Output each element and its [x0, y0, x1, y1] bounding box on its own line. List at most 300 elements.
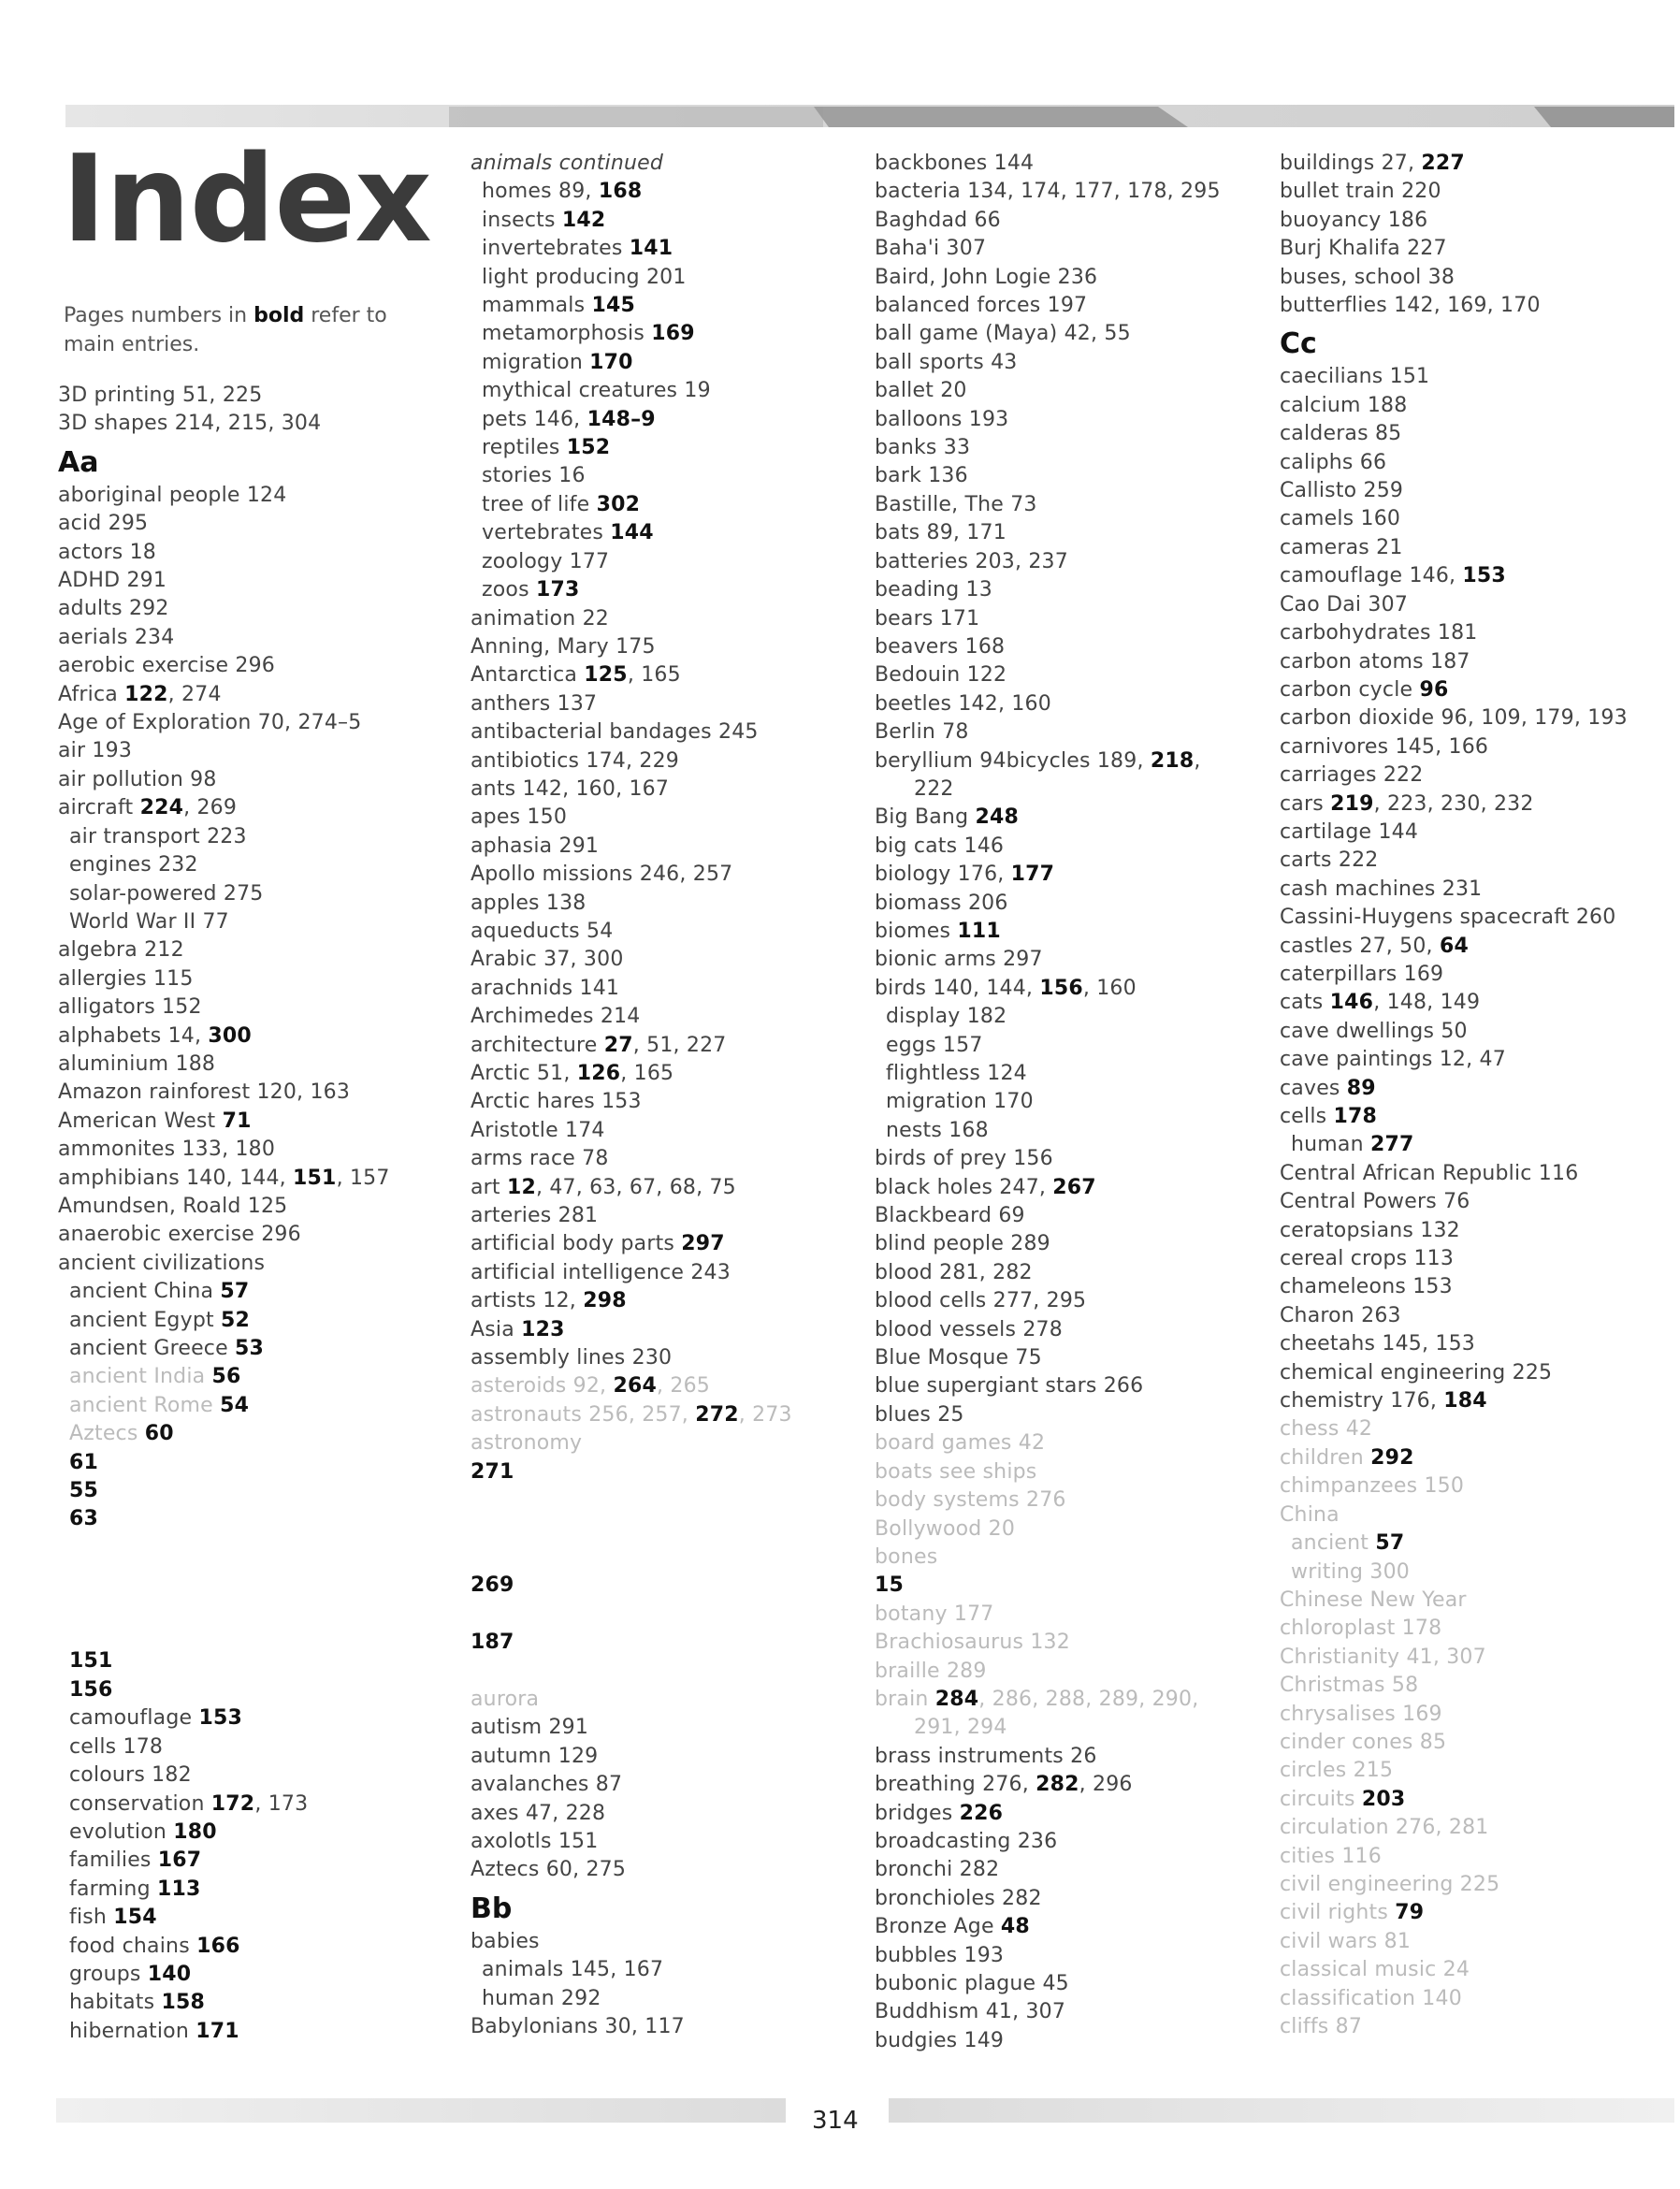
main-page-ref: 123 [521, 1317, 565, 1341]
entry-text: chemical engineering 225 [1280, 1360, 1553, 1384]
entry-text: China [1280, 1502, 1340, 1527]
index-entry [58, 539, 451, 567]
index-entry [471, 1743, 863, 1771]
index-entry [471, 1003, 863, 1031]
entry-text: bears 171 [875, 606, 980, 631]
index-subentry [58, 1392, 451, 1420]
index-subentry [1280, 1131, 1673, 1159]
main-page-ref: 180 [173, 1819, 217, 1844]
entry-text: , 265 [656, 1374, 710, 1399]
index-entry [1280, 648, 1673, 676]
main-page-ref: 48 [1000, 1915, 1030, 1939]
entry-text: castles 27, 50, [1280, 934, 1440, 958]
index-entry [875, 1515, 1267, 1544]
entry-text: eggs 157 [886, 1033, 983, 1057]
entry-text: mythical creatures 19 [482, 379, 711, 403]
entry-text: , 173 [254, 1791, 309, 1816]
entry-text: aerials 234 [58, 625, 175, 649]
entry-text: pets 146, [482, 407, 587, 431]
main-page-ref: 177 [1010, 863, 1055, 887]
entry-text: cells 178 [69, 1734, 164, 1759]
entry-text: Asia [471, 1317, 522, 1341]
entry-text: biology 176, [875, 863, 1011, 887]
index-entry [471, 861, 863, 889]
entry-text: ancient Rome [69, 1393, 221, 1417]
entry-text: classification 140 [1280, 1986, 1462, 2010]
index-entry [875, 1856, 1267, 1884]
entry-text: algebra 212 [58, 938, 184, 963]
index-entry [875, 718, 1267, 747]
index-subentry [1280, 1558, 1673, 1587]
main-page-ref: 152 [566, 436, 611, 460]
entry-text: , 286, 288, 289, 290, [978, 1687, 1199, 1711]
index-entry [58, 1136, 451, 1164]
index-entry [471, 661, 863, 689]
index-entry [875, 1942, 1267, 1970]
entry-text: braille 289 [875, 1659, 987, 1683]
entry-text: solar-powered 275 [69, 881, 264, 906]
index-entry [1280, 819, 1673, 847]
index-subentry [58, 1904, 451, 1932]
index-entry [1280, 1956, 1673, 1984]
main-page-ref: 53 [235, 1337, 265, 1360]
main-page-ref: 184 [1443, 1389, 1487, 1413]
entry-text: Aztecs [69, 1422, 145, 1446]
entry-text: Christmas 58 [1280, 1674, 1419, 1698]
entry-text: carbohydrates 181 [1280, 621, 1478, 645]
index-entry [875, 918, 1267, 946]
index-entry [875, 804, 1267, 832]
entry-text: anthers 137 [471, 691, 598, 716]
entry-text: autumn 129 [471, 1744, 599, 1768]
index-entry [875, 434, 1267, 462]
entry-text: cinder cones 85 [1280, 1730, 1447, 1754]
entry-text: balanced forces 197 [875, 294, 1088, 318]
main-page-ref: 173 [535, 578, 580, 602]
entry-text: bridges [875, 1801, 960, 1825]
index-subentry [58, 1819, 451, 1847]
entry-text: cells [1280, 1105, 1334, 1128]
index-entry [875, 207, 1267, 235]
index-entry [1280, 676, 1673, 704]
index-entry [875, 1287, 1267, 1315]
entry-text: arachnids 141 [471, 976, 620, 1000]
entry-text: civil rights [1280, 1901, 1396, 1925]
index-entry [1280, 1302, 1673, 1330]
index-entry [1280, 1871, 1673, 1899]
index-entry [1280, 1472, 1673, 1500]
index-subentry [58, 1619, 451, 1647]
index-entry [471, 150, 863, 178]
entry-text: buildings 27, [1280, 152, 1422, 175]
index-entry [471, 1629, 863, 1657]
main-page-ref: 12 [506, 1175, 536, 1199]
index-entry [471, 1686, 863, 1714]
index-entry [58, 382, 451, 410]
entry-text: Apollo missions 246, 257 [471, 863, 733, 887]
entry-text: beetles 142, 160 [875, 691, 1051, 716]
entry-text: Burj Khalifa 227 [1280, 237, 1447, 261]
entry-text: caterpillars 169 [1280, 962, 1444, 986]
entry-text: bones [875, 1544, 938, 1569]
entry-text: cereal crops 113 [1280, 1247, 1455, 1271]
entry-text: tree of life [482, 492, 597, 516]
entry-text: civil engineering 225 [1280, 1872, 1500, 1896]
index-entry [1280, 591, 1673, 619]
main-page-ref: 203 [1361, 1787, 1406, 1811]
index-entry [58, 624, 451, 652]
index-entry [1280, 420, 1673, 448]
index-entry [1280, 904, 1673, 932]
index-subentry [58, 1676, 451, 1704]
entry-text: invertebrates [482, 237, 630, 261]
entry-text: children [1280, 1445, 1371, 1470]
index-entry [1280, 961, 1673, 989]
note-text: refer to main entries. [64, 304, 387, 356]
index-subentry [471, 1956, 863, 1984]
index-entry [875, 1970, 1267, 1998]
entry-text: blues 25 [875, 1402, 964, 1427]
main-page-ref: 187 [471, 1631, 514, 1655]
entry-text: bullet train 220 [1280, 180, 1441, 204]
index-entry [1280, 235, 1673, 263]
index-entry [1280, 1444, 1673, 1472]
index-entry [471, 1771, 863, 1799]
entry-text: big cats 146 [875, 834, 1005, 858]
entry-text: , 165 [620, 1062, 674, 1085]
entry-text: calcium 188 [1280, 393, 1408, 417]
entry-text: , 160 [1082, 976, 1137, 1000]
index-subentry [58, 1335, 451, 1363]
entry-text: birds 140, 144, [875, 976, 1040, 1000]
main-page-ref: 178 [1333, 1105, 1378, 1128]
entry-text: board games 42 [875, 1431, 1046, 1456]
entry-text: , 148, 149 [1373, 991, 1481, 1015]
index-subentry [58, 1647, 451, 1675]
index-entry [875, 1828, 1267, 1856]
index-entry [471, 747, 863, 776]
entry-text: food chains [69, 1934, 197, 1958]
entry-text: 291, 294 [914, 1716, 1007, 1740]
index-entry [471, 1714, 863, 1742]
index-entry [875, 1885, 1267, 1913]
entry-text: chemistry 176, [1280, 1389, 1444, 1413]
entry-text: light producing 201 [482, 265, 687, 289]
main-page-ref: 71 [222, 1109, 252, 1133]
index-subentry [58, 1307, 451, 1335]
index-entry [1280, 1501, 1673, 1529]
index-entry [1280, 1160, 1673, 1188]
entry-text: cartilage 144 [1280, 819, 1419, 844]
entry-text: ball sports 43 [875, 350, 1018, 374]
main-page-ref: 269 [471, 1573, 514, 1598]
entry-text: artists 12, [471, 1289, 584, 1313]
entry-text: buoyancy 186 [1280, 208, 1428, 232]
index-entry [1280, 1075, 1673, 1103]
entry-text: mammals [482, 294, 592, 318]
index-entry [875, 946, 1267, 974]
entry-text: stories 16 [482, 464, 586, 488]
entry-text: ADHD 291 [58, 569, 167, 593]
index-entry [471, 1287, 863, 1315]
entry-text: caliphs 66 [1280, 450, 1387, 474]
entry-text: chrysalises 169 [1280, 1702, 1442, 1726]
entry-text: metamorphosis [482, 322, 652, 346]
entry-text: asteroids 92, [471, 1374, 614, 1399]
entry-text: groups [69, 1962, 148, 1986]
entry-text: Blackbeard 69 [875, 1204, 1025, 1228]
index-subentry [471, 377, 863, 405]
index-entry [58, 1051, 451, 1079]
entry-text: animation 22 [471, 606, 609, 631]
index-subentry [58, 1278, 451, 1306]
entry-text: circulation 276, 281 [1280, 1816, 1489, 1840]
entry-text: zoos [482, 578, 536, 602]
main-page-ref: 52 [221, 1308, 251, 1332]
entry-text: conservation [69, 1791, 211, 1816]
entry-text: Blue Mosque 75 [875, 1346, 1042, 1370]
entry-text: astronomy [471, 1431, 583, 1456]
index-entry [1280, 1672, 1673, 1700]
index-entry [58, 766, 451, 794]
section-letter: Cc [1280, 327, 1317, 361]
index-entry [1280, 1729, 1673, 1757]
index-entry [471, 1259, 863, 1287]
main-page-ref: 79 [1395, 1901, 1425, 1925]
index-entry [875, 861, 1267, 889]
index-entry [471, 804, 863, 832]
index-entry [471, 1601, 863, 1629]
entry-text: homes 89, [482, 180, 599, 204]
entry-text: Bollywood 20 [875, 1516, 1016, 1541]
entry-text: banks 33 [875, 436, 971, 460]
entry-text: brass instruments 26 [875, 1744, 1097, 1768]
index-entry [875, 1743, 1267, 1771]
index-entry [471, 1928, 863, 1956]
entry-text: camels 160 [1280, 507, 1401, 531]
index-subentry [58, 1733, 451, 1761]
index-entry [1280, 847, 1673, 875]
main-page-ref: 172 [210, 1791, 255, 1816]
entry-text: , 269 [183, 796, 238, 820]
entry-text: Chinese New Year [1280, 1587, 1467, 1612]
main-page-ref: 277 [1369, 1133, 1414, 1157]
note-bold: bold [253, 304, 305, 327]
index-entry [1280, 150, 1673, 178]
main-page-ref: 144 [610, 521, 654, 545]
index-entry [471, 1800, 863, 1828]
entry-text: Buddhism 41, 307 [875, 2000, 1066, 2024]
entry-text: flightless 124 [886, 1062, 1027, 1085]
main-page-ref: 111 [957, 919, 1001, 943]
index-subentry [58, 1363, 451, 1391]
entry-text: cash machines 231 [1280, 877, 1483, 901]
entry-text: classical music 24 [1280, 1958, 1470, 1982]
index-entry [58, 567, 451, 595]
index-entry [1280, 989, 1673, 1017]
main-page-ref: 63 [69, 1507, 99, 1531]
entry-text: Bastille, The 73 [875, 492, 1037, 516]
entry-text: carbon dioxide 96, 109, 179, 193 [1280, 706, 1628, 731]
footer-band [889, 2098, 1674, 2123]
index-subentry [58, 1420, 451, 1448]
index-subentry [58, 880, 451, 908]
index-entry [471, 605, 863, 633]
entry-text: reptiles [482, 436, 567, 460]
entry-text: Baghdad 66 [875, 208, 1001, 232]
entry-text: caves [1280, 1076, 1347, 1100]
index-entry [58, 1079, 451, 1107]
entry-text: Baird, John Logie 236 [875, 265, 1098, 289]
index-entry [1280, 534, 1673, 562]
main-page-ref: 54 [220, 1393, 250, 1417]
index-entry [875, 1601, 1267, 1629]
index-entry [875, 1372, 1267, 1400]
entry-text: Bronze Age [875, 1915, 1001, 1939]
entry-text: Archimedes 214 [471, 1005, 641, 1029]
main-page-ref: 248 [975, 805, 1019, 830]
entry-text: blood 281, 282 [875, 1260, 1033, 1284]
entry-text: aqueducts 54 [471, 919, 614, 943]
index-entry [875, 747, 1267, 776]
entry-text: colours 182 [69, 1763, 192, 1788]
index-subentry [58, 1790, 451, 1819]
index-subentry [58, 1876, 451, 1904]
header-band-segment [814, 107, 1188, 127]
entry-text: Anning, Mary 175 [471, 634, 656, 659]
entry-text: brain [875, 1687, 935, 1711]
entry-text: beryllium 94bicycles 189, [875, 748, 1151, 773]
index-entry [471, 2013, 863, 2041]
entry-text: Arctic 51, [471, 1062, 577, 1085]
entry-text: ancient [1291, 1531, 1376, 1556]
index-entry [471, 1486, 863, 1515]
main-page-ref: 60 [144, 1422, 174, 1446]
index-entry [875, 349, 1267, 377]
main-page-ref: 267 [1052, 1175, 1096, 1199]
entry-text: artificial intelligence 243 [471, 1260, 731, 1284]
main-page-ref: 153 [1462, 564, 1506, 588]
main-page-ref: 171 [196, 2019, 239, 2043]
main-page-ref: 297 [681, 1232, 725, 1256]
main-page-ref: 113 [156, 1877, 201, 1901]
section-letter: Bb [471, 1892, 513, 1925]
entry-text: zoology 177 [482, 549, 610, 573]
entry-text: cats [1280, 991, 1330, 1015]
entry-text: nests 168 [886, 1118, 989, 1142]
index-subentry [471, 406, 863, 434]
index-entry [875, 661, 1267, 689]
index-entry [471, 1515, 863, 1544]
index-subentry [58, 1933, 451, 1961]
entry-text: insects [482, 208, 562, 232]
header-band-segment [449, 107, 823, 127]
index-column-1 [58, 382, 451, 2046]
main-page-ref: 272 [695, 1402, 739, 1427]
index-entry [875, 1572, 1267, 1600]
main-page-ref: 151 [69, 1649, 113, 1674]
index-entry [1280, 1018, 1673, 1046]
entry-text: chameleons 153 [1280, 1275, 1453, 1299]
index-entry [471, 1316, 863, 1344]
entry-text: Arctic hares 153 [471, 1090, 642, 1114]
index-entry [875, 1202, 1267, 1230]
index-entry [875, 235, 1267, 263]
entry-text: farming [69, 1877, 157, 1901]
continued-label: animals continued [471, 152, 664, 175]
entry-text: habitats [69, 1991, 162, 2015]
index-entry [471, 975, 863, 1003]
entry-text: adults 292 [58, 597, 169, 621]
index-subentry [58, 1591, 451, 1619]
entry-text: butterflies 142, 169, 170 [1280, 294, 1541, 318]
entry-text: apes 150 [471, 805, 568, 830]
main-page-ref: 122 [124, 682, 168, 706]
index-subentry [471, 235, 863, 263]
entry-text: migration [482, 350, 590, 374]
index-entry [471, 946, 863, 974]
index-entry [471, 1344, 863, 1372]
index-entry [1280, 704, 1673, 732]
index-entry [875, 150, 1267, 178]
entry-text: bats 89, 171 [875, 521, 1007, 545]
entry-text: migration 170 [886, 1090, 1034, 1114]
index-entry [1280, 1103, 1673, 1131]
index-entry [875, 292, 1267, 320]
index-subentry [58, 1989, 451, 2017]
entry-text: birds of prey 156 [875, 1147, 1053, 1171]
index-entry [58, 410, 451, 438]
note-text: Pages numbers in [64, 304, 254, 327]
index-entry [875, 1401, 1267, 1429]
entry-text: buses, school 38 [1280, 265, 1456, 289]
entry-text: evolution [69, 1819, 174, 1844]
entry-text: circles 215 [1280, 1759, 1394, 1783]
index-subentry [58, 1534, 451, 1562]
entry-text: Aristotle 174 [471, 1118, 605, 1142]
entry-text: bronchioles 282 [875, 1886, 1042, 1910]
entry-text: autism 291 [471, 1716, 589, 1740]
index-entry [875, 1629, 1267, 1657]
entry-text: aircraft [58, 796, 140, 820]
entry-text: Christianity 41, 307 [1280, 1645, 1486, 1669]
main-page-ref: 64 [1439, 934, 1469, 958]
index-entry [1280, 1899, 1673, 1927]
main-page-ref: 96 [1419, 677, 1449, 702]
entry-text: blind people 289 [875, 1232, 1050, 1256]
entry-text: Big Bang [875, 805, 976, 830]
entry-text: batteries 203, 237 [875, 549, 1068, 573]
index-entry [58, 936, 451, 964]
main-page-ref: 156 [69, 1677, 113, 1702]
entry-text: bubbles 193 [875, 1943, 1005, 1967]
index-entry [875, 406, 1267, 434]
index-subentry [471, 349, 863, 377]
main-page-ref: 169 [651, 322, 695, 346]
index-column-3 [875, 150, 1267, 2055]
index-entry [875, 264, 1267, 292]
index-subentry [58, 1704, 451, 1732]
entry-text: camouflage [69, 1706, 199, 1731]
index-entry [1280, 292, 1673, 320]
entry-text: families [69, 1848, 158, 1873]
entry-text: aerobic exercise 296 [58, 654, 275, 678]
entry-text: caecilians 151 [1280, 365, 1430, 389]
entry-text: blood cells 277, 295 [875, 1289, 1087, 1313]
index-entry [58, 965, 451, 993]
main-page-ref: 224 [139, 796, 184, 820]
main-page-ref: 218 [1150, 748, 1195, 773]
